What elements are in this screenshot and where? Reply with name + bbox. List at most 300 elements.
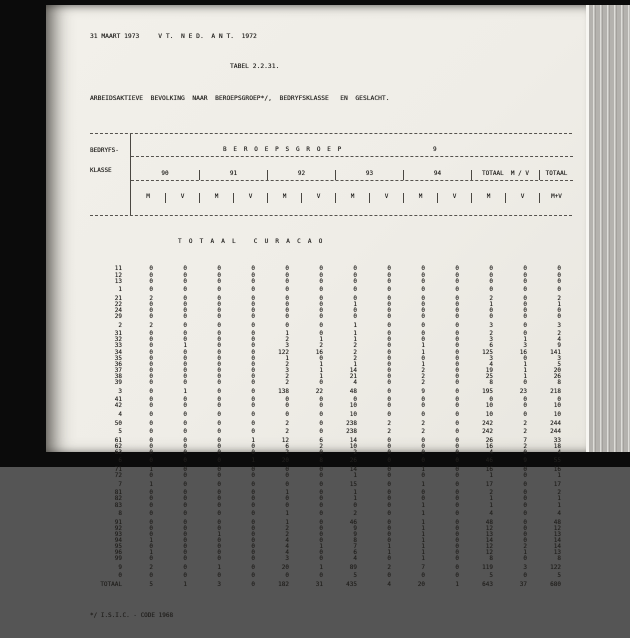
- data-cell: 8: [489, 379, 493, 387]
- row-label: 82: [114, 495, 122, 503]
- subcolumn-label: V: [369, 193, 403, 203]
- row-label: 31: [114, 330, 122, 338]
- data-cell: 0: [421, 495, 425, 503]
- data-cell: 2: [149, 563, 153, 571]
- data-cell: 1: [387, 549, 391, 557]
- data-cell: 244: [550, 428, 561, 436]
- data-cell: 0: [387, 480, 391, 488]
- data-cell: 0: [319, 428, 323, 436]
- data-cell: 0: [149, 396, 153, 404]
- row-label: 37: [114, 366, 122, 374]
- row-label: 93: [114, 530, 122, 538]
- data-cell: 0: [489, 277, 493, 285]
- table-row: [90, 458, 572, 464]
- data-cell: 0: [285, 321, 289, 329]
- row-label: 29: [114, 313, 122, 321]
- data-cell: 4: [557, 510, 561, 518]
- data-cell: 9: [353, 530, 357, 538]
- data-cell: 2: [421, 366, 425, 374]
- subcolumn-label: M: [199, 193, 233, 203]
- data-cell: 0: [455, 336, 459, 344]
- data-cell: 0: [455, 419, 459, 427]
- data-cell: 0: [183, 530, 187, 538]
- data-cell: 4: [489, 510, 493, 518]
- table-body: [90, 266, 572, 588]
- data-cell: 0: [217, 396, 221, 404]
- data-cell: 0: [149, 330, 153, 338]
- data-cell: 4: [489, 360, 493, 368]
- data-cell: 0: [149, 524, 153, 532]
- row-header-line2: KLASSE: [90, 166, 112, 174]
- data-cell: 0: [251, 581, 255, 589]
- row-label: 33: [114, 342, 122, 350]
- data-cell: 0: [251, 530, 255, 538]
- data-cell: 4: [557, 448, 561, 456]
- data-cell: 0: [319, 448, 323, 456]
- data-cell: 0: [319, 524, 323, 532]
- data-cell: 0: [285, 265, 289, 273]
- data-cell: 0: [183, 537, 187, 544]
- data-cell: 0: [455, 489, 459, 497]
- data-cell: 0: [183, 428, 187, 436]
- data-cell: 0: [455, 265, 459, 273]
- data-cell: 13: [553, 530, 561, 538]
- data-cell: 1: [523, 366, 527, 374]
- data-cell: 1: [285, 354, 289, 362]
- data-cell: 0: [455, 307, 459, 314]
- table-row: [90, 389, 572, 395]
- data-cell: 0: [251, 366, 255, 374]
- data-cell: 0: [251, 372, 255, 380]
- data-cell: 0: [285, 294, 289, 302]
- data-cell: 1: [217, 563, 221, 571]
- data-cell: 1: [353, 300, 357, 308]
- data-cell: 0: [455, 342, 459, 350]
- data-cell: 0: [251, 379, 255, 387]
- data-cell: 0: [217, 379, 221, 387]
- data-cell: 182: [278, 581, 289, 589]
- table-row: [90, 314, 572, 320]
- table-row: [90, 450, 572, 456]
- data-cell: 0: [149, 277, 153, 285]
- data-cell: 0: [217, 336, 221, 344]
- data-cell: 0: [387, 537, 391, 544]
- beroepsgroep-digit: 9: [433, 146, 437, 154]
- data-cell: 16: [519, 348, 527, 356]
- row-label: 22: [114, 300, 122, 308]
- data-cell: 0: [217, 342, 221, 350]
- data-cell: 0: [353, 277, 357, 285]
- data-cell: 2: [557, 294, 561, 302]
- data-cell: 0: [319, 354, 323, 362]
- data-cell: 0: [319, 495, 323, 503]
- data-cell: 0: [251, 336, 255, 344]
- data-cell: 1: [183, 342, 187, 350]
- data-cell: 0: [285, 286, 289, 294]
- data-cell: 0: [319, 572, 323, 580]
- data-cell: 0: [421, 294, 425, 302]
- data-cell: 0: [217, 428, 221, 436]
- data-cell: 0: [285, 307, 289, 314]
- data-cell: 0: [217, 271, 221, 279]
- data-cell: 0: [557, 307, 561, 314]
- data-cell: 1: [319, 563, 323, 571]
- table-row: [90, 482, 572, 488]
- data-cell: 0: [149, 360, 153, 368]
- row-label: 42: [114, 402, 122, 410]
- data-cell: 0: [251, 572, 255, 580]
- data-cell: 0: [251, 448, 255, 456]
- group-header: TOTAAL M / V: [471, 170, 539, 180]
- data-cell: 0: [387, 342, 391, 350]
- data-cell: 26: [349, 457, 357, 465]
- data-cell: 0: [523, 495, 527, 503]
- data-cell: 0: [183, 495, 187, 503]
- data-cell: 0: [217, 366, 221, 374]
- data-cell: 0: [183, 563, 187, 571]
- data-cell: 48: [485, 518, 493, 526]
- data-cell: 3: [489, 354, 493, 362]
- data-cell: 0: [149, 518, 153, 526]
- data-cell: 1: [557, 472, 561, 480]
- data-cell: 0: [217, 543, 221, 551]
- data-cell: 0: [523, 313, 527, 321]
- data-cell: 0: [285, 402, 289, 410]
- data-cell: 1: [489, 501, 493, 509]
- row-label: 32: [114, 336, 122, 344]
- data-cell: 0: [523, 300, 527, 308]
- table-header-right: [131, 134, 573, 215]
- data-cell: 0: [455, 549, 459, 557]
- data-cell: 680: [550, 581, 561, 589]
- data-cell: 0: [387, 348, 391, 356]
- data-cell: 0: [285, 572, 289, 580]
- group-header: 90: [161, 169, 169, 177]
- row-label: 21: [114, 294, 122, 302]
- data-cell: 0: [251, 387, 255, 395]
- data-cell: 0: [421, 271, 425, 279]
- data-cell: 0: [183, 366, 187, 374]
- data-cell: 25: [485, 372, 493, 380]
- data-cell: 0: [319, 265, 323, 273]
- data-cell: 0: [251, 354, 255, 362]
- table-row: [90, 279, 572, 285]
- data-cell: 0: [387, 402, 391, 410]
- data-cell: 0: [455, 495, 459, 503]
- data-cell: 2: [285, 530, 289, 538]
- data-cell: 1: [523, 336, 527, 344]
- row-label: 61: [114, 436, 122, 444]
- data-cell: 1: [285, 330, 289, 338]
- data-cell: 0: [149, 387, 153, 395]
- subcolumn-label: V: [505, 193, 539, 203]
- data-cell: 0: [183, 307, 187, 314]
- subcolumn-label: M: [267, 193, 301, 203]
- data-cell: 0: [455, 524, 459, 532]
- data-cell: 122: [550, 563, 561, 571]
- data-cell: 1: [183, 581, 187, 589]
- data-cell: 20: [281, 563, 289, 571]
- data-cell: 1: [421, 537, 425, 544]
- page-content: [90, 15, 578, 638]
- data-cell: 0: [217, 313, 221, 321]
- data-cell: 0: [183, 419, 187, 427]
- data-cell: 0: [251, 442, 255, 450]
- data-cell: 0: [183, 501, 187, 509]
- data-cell: 14: [485, 537, 493, 544]
- data-cell: 37: [519, 581, 527, 589]
- data-cell: 5: [353, 572, 357, 580]
- data-cell: 0: [489, 307, 493, 314]
- data-cell: 7: [421, 563, 425, 571]
- data-cell: 0: [455, 448, 459, 456]
- row-label: 63: [114, 448, 122, 456]
- data-cell: 26: [485, 436, 493, 444]
- data-cell: 0: [285, 410, 289, 418]
- data-cell: 0: [149, 366, 153, 374]
- data-cell: 14: [553, 543, 561, 551]
- data-cell: 1: [353, 489, 357, 497]
- data-cell: 0: [557, 265, 561, 273]
- data-cell: 0: [523, 448, 527, 456]
- data-cell: 55: [553, 457, 561, 465]
- data-cell: 0: [523, 294, 527, 302]
- data-cell: 0: [183, 510, 187, 518]
- data-cell: 6: [489, 342, 493, 350]
- data-cell: 0: [149, 372, 153, 380]
- data-cell: 0: [387, 436, 391, 444]
- data-cell: 1: [183, 387, 187, 395]
- table-group-headers: [131, 170, 573, 181]
- data-cell: 8: [353, 537, 357, 544]
- subcolumn-label: M: [146, 192, 150, 200]
- data-cell: 0: [523, 277, 527, 285]
- data-cell: 0: [251, 563, 255, 571]
- data-cell: 0: [149, 348, 153, 356]
- data-cell: 2: [387, 563, 391, 571]
- row-label: 95: [114, 543, 122, 551]
- data-cell: 0: [183, 277, 187, 285]
- data-cell: 1: [319, 366, 323, 374]
- table-row: [90, 380, 572, 386]
- data-cell: 0: [149, 379, 153, 387]
- data-cell: 0: [523, 489, 527, 497]
- data-cell: 0: [387, 313, 391, 321]
- data-cell: 0: [319, 555, 323, 563]
- table-span-header: [131, 146, 573, 157]
- data-cell: 122: [278, 348, 289, 356]
- data-cell: 0: [217, 402, 221, 410]
- data-cell: 3: [557, 321, 561, 329]
- data-cell: 0: [251, 294, 255, 302]
- data-cell: 0: [285, 466, 289, 474]
- group-header: 94: [403, 170, 471, 180]
- data-cell: 10: [485, 402, 493, 410]
- data-cell: 0: [387, 396, 391, 404]
- table-row: [90, 511, 572, 517]
- data-cell: 0: [217, 572, 221, 580]
- row-label: 6: [118, 457, 122, 465]
- data-cell: 0: [149, 530, 153, 538]
- data-cell: 9: [557, 342, 561, 350]
- data-cell: 0: [149, 442, 153, 450]
- data-cell: 0: [455, 555, 459, 563]
- data-cell: 0: [251, 495, 255, 503]
- table-row: [90, 412, 572, 418]
- data-cell: 0: [217, 277, 221, 285]
- data-cell: 0: [149, 489, 153, 497]
- data-cell: 0: [421, 489, 425, 497]
- data-cell: 1: [455, 581, 459, 589]
- data-cell: 0: [387, 387, 391, 395]
- data-cell: 1: [353, 472, 357, 480]
- data-cell: 0: [217, 501, 221, 509]
- data-cell: 20: [417, 581, 425, 589]
- data-cell: 1: [421, 342, 425, 350]
- data-cell: 0: [251, 518, 255, 526]
- data-cell: 12: [553, 524, 561, 532]
- data-cell: 0: [523, 402, 527, 410]
- data-cell: 1: [421, 555, 425, 563]
- row-label: 3: [118, 387, 122, 395]
- data-cell: 48: [553, 518, 561, 526]
- subcolumn-label: V: [165, 193, 199, 203]
- data-cell: 0: [149, 448, 153, 456]
- data-cell: 12: [485, 524, 493, 532]
- data-cell: 6: [319, 436, 323, 444]
- data-cell: 1: [421, 360, 425, 368]
- section-label: T O T A A L C U R A C A O: [178, 238, 325, 246]
- data-cell: 0: [251, 524, 255, 532]
- data-cell: 0: [319, 271, 323, 279]
- data-cell: 1: [353, 330, 357, 338]
- data-cell: 1: [387, 543, 391, 551]
- data-cell: 0: [183, 300, 187, 308]
- data-cell: 0: [251, 402, 255, 410]
- data-cell: 0: [217, 518, 221, 526]
- row-label: 35: [114, 354, 122, 362]
- row-label: 4: [118, 410, 122, 418]
- table-subheader: [131, 193, 573, 203]
- table-row: [90, 503, 572, 509]
- data-cell: 0: [387, 457, 391, 465]
- row-label: 2: [118, 321, 122, 329]
- data-cell: 0: [523, 510, 527, 518]
- data-cell: 0: [557, 396, 561, 404]
- data-cell: 1: [489, 300, 493, 308]
- data-cell: 2: [421, 379, 425, 387]
- data-cell: 1: [251, 436, 255, 444]
- data-cell: 0: [387, 518, 391, 526]
- beroepsgroep-title: B E R O E P S G R O E P: [223, 146, 343, 154]
- table-row: [90, 582, 572, 588]
- data-cell: 0: [353, 271, 357, 279]
- data-cell: 7: [353, 543, 357, 551]
- data-cell: 7: [523, 436, 527, 444]
- data-cell: 0: [455, 457, 459, 465]
- subcolumn-label: M: [471, 193, 505, 203]
- group-header: 92: [267, 170, 335, 180]
- row-label: 62: [114, 442, 122, 450]
- data-cell: 0: [149, 472, 153, 480]
- data-cell: 0: [251, 313, 255, 321]
- data-cell: 0: [489, 286, 493, 294]
- data-cell: 0: [455, 330, 459, 338]
- data-cell: 0: [421, 277, 425, 285]
- data-cell: 2: [353, 342, 357, 350]
- data-cell: 0: [319, 530, 323, 538]
- data-cell: 0: [149, 286, 153, 294]
- data-cell: 4: [557, 336, 561, 344]
- data-cell: 0: [557, 313, 561, 321]
- data-cell: 0: [217, 489, 221, 497]
- data-cell: 1: [353, 360, 357, 368]
- data-cell: 0: [421, 402, 425, 410]
- data-cell: 0: [285, 472, 289, 480]
- data-cell: 0: [183, 457, 187, 465]
- data-cell: 0: [387, 330, 391, 338]
- data-cell: 238: [346, 419, 357, 427]
- data-cell: 1: [421, 524, 425, 532]
- data-cell: 10: [553, 410, 561, 418]
- data-cell: 4: [285, 549, 289, 557]
- data-cell: 0: [183, 518, 187, 526]
- data-cell: 0: [285, 480, 289, 488]
- data-cell: 0: [387, 265, 391, 273]
- book-page-edges: [586, 5, 630, 452]
- subcolumn-label: V: [437, 193, 471, 203]
- data-cell: 1: [421, 348, 425, 356]
- data-cell: 3: [285, 342, 289, 350]
- data-cell: 2: [353, 448, 357, 456]
- data-cell: 0: [353, 294, 357, 302]
- data-cell: 0: [183, 360, 187, 368]
- data-cell: 0: [217, 300, 221, 308]
- data-cell: 2: [149, 294, 153, 302]
- data-cell: 0: [523, 271, 527, 279]
- data-cell: 0: [387, 321, 391, 329]
- data-cell: 10: [349, 442, 357, 450]
- data-cell: 0: [455, 442, 459, 450]
- data-cell: 0: [387, 501, 391, 509]
- data-cell: 0: [455, 321, 459, 329]
- data-cell: 0: [523, 524, 527, 532]
- data-cell: 0: [217, 307, 221, 314]
- data-cell: 1: [421, 543, 425, 551]
- table-row: [90, 565, 572, 571]
- data-cell: 0: [183, 321, 187, 329]
- document-header-line: 31 MAART 1973 V T. N E D. A N T. 1972: [90, 33, 257, 41]
- data-cell: 2: [285, 372, 289, 380]
- data-cell: 0: [455, 360, 459, 368]
- data-cell: 0: [251, 360, 255, 368]
- data-cell: 0: [387, 410, 391, 418]
- data-cell: 0: [285, 396, 289, 404]
- data-cell: 0: [387, 472, 391, 480]
- row-label: 0: [118, 572, 122, 580]
- table-row: [90, 473, 572, 479]
- data-cell: 2: [149, 321, 153, 329]
- data-cell: 0: [523, 286, 527, 294]
- data-cell: 0: [319, 321, 323, 329]
- data-cell: 9: [421, 387, 425, 395]
- data-cell: 0: [217, 555, 221, 563]
- data-cell: 0: [149, 457, 153, 465]
- data-cell: 0: [523, 537, 527, 544]
- data-cell: 8: [319, 457, 323, 465]
- data-cell: 0: [251, 307, 255, 314]
- data-cell: 643: [482, 581, 493, 589]
